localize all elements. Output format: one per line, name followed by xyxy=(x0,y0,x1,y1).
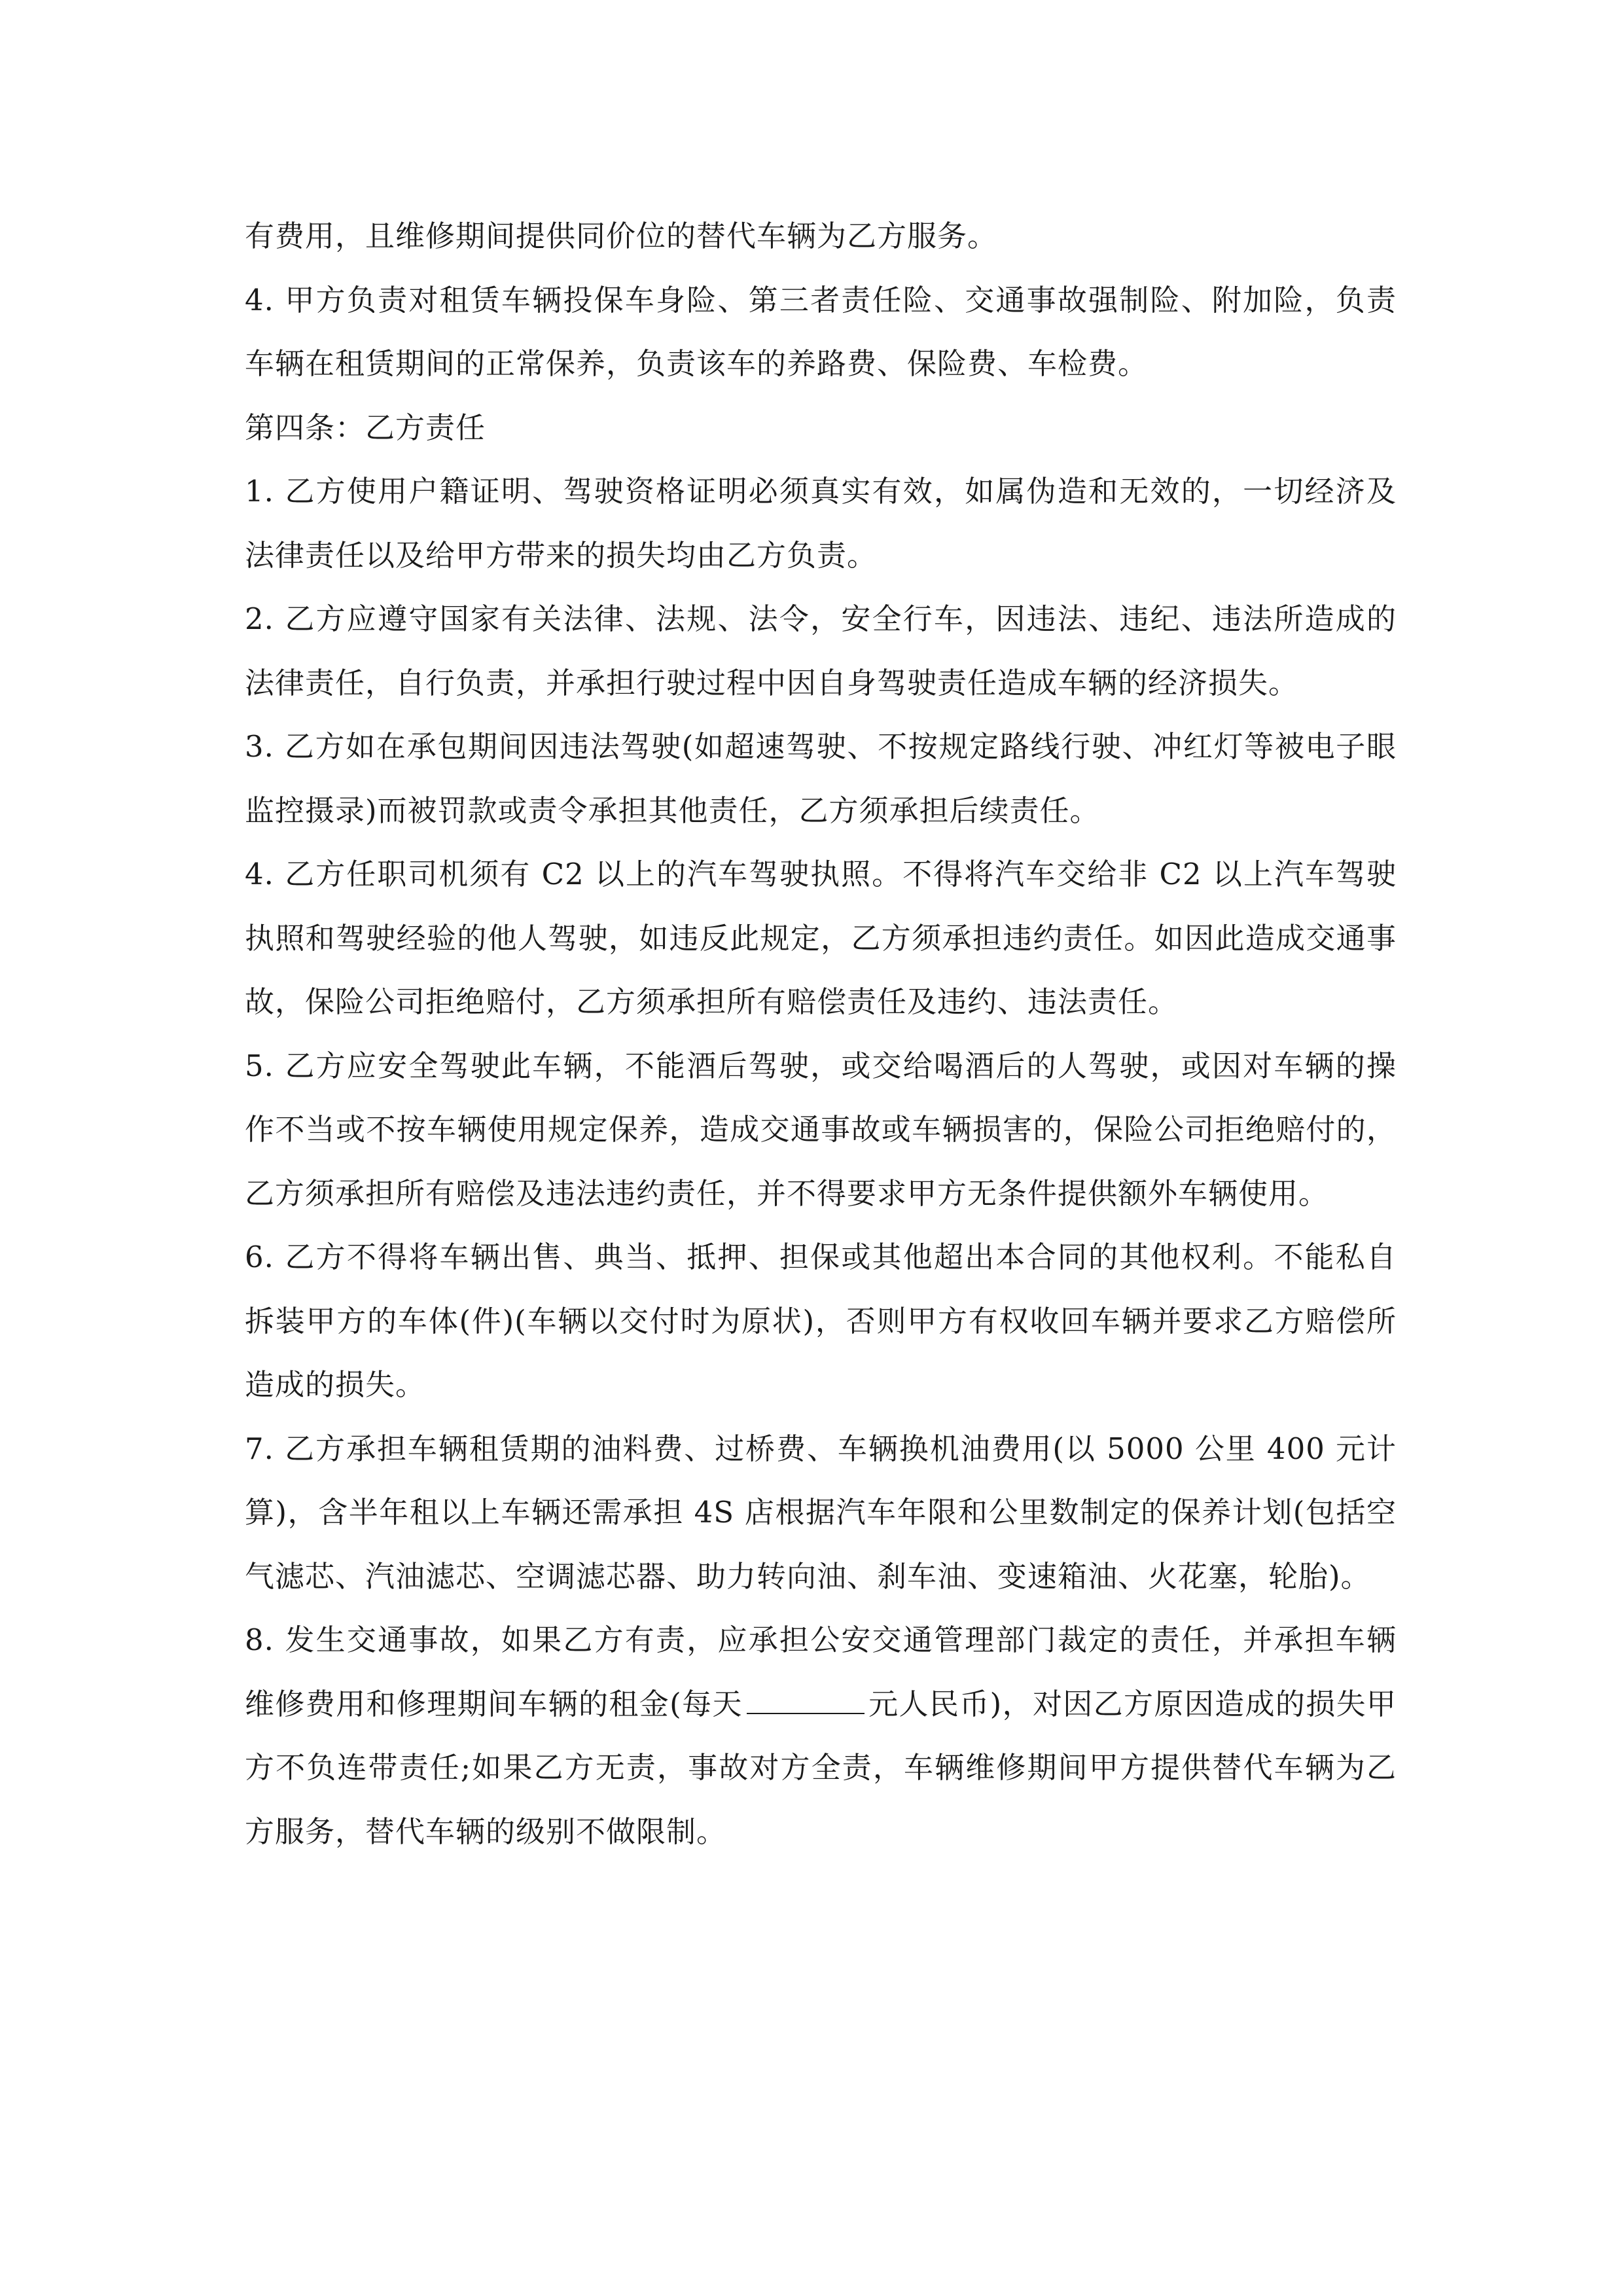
paragraph-lessee-item-5: 5. 乙方应安全驾驶此车辆，不能酒后驾驶，或交给喝酒后的人驾驶，或因对车辆的操作不当或不按车辆使用规定保养，造成交通事故或车辆损害的，保险公司拒绝赔付的，乙方须承担所有赔偿及违法违约责任，并不得要求甲方无条件提供额外车辆使用。 xyxy=(245,1048,1397,1211)
document-body xyxy=(245,204,1397,1863)
daily-rent-blank xyxy=(747,1687,865,1714)
paragraph-lessee-item-4: 4. 乙方任职司机须有 C2 以上的汽车驾驶执照。不得将汽车交给非 C2 以上汽车驾驶执照和驾驶经验的他人驾驶，如违反此规定，乙方须承担违约责任。如因此造成交通事故，保险公司拒绝赔付，乙方须承担所有赔偿责任及违约、违法责任。 xyxy=(245,857,1397,1019)
paragraph-lessee-item-6: 6. 乙方不得将车辆出售、典当、抵押、担保或其他超出本合同的其他权利。不能私自拆装甲方的车体(件)(车辆以交付时为原状)，否则甲方有权收回车辆并要求乙方赔偿所造成的损失。 xyxy=(245,1240,1397,1402)
article-four-heading: 第四条：乙方责任 xyxy=(245,410,486,445)
paragraph-lessee-item-2: 2. 乙方应遵守国家有关法律、法规、法令，安全行车，因违法、违纪、违法所造成的法律责任，自行负责，并承担行驶过程中因自身驾驶责任造成车辆的经济损失。 xyxy=(245,601,1397,700)
paragraph-lessee-item-8 xyxy=(245,1608,1397,1863)
paragraph-lessee-item-7: 7. 乙方承担车辆租赁期的油料费、过桥费、车辆换机油费用(以 5000 公里 400 元计算)，含半年租以上车辆还需承担 4S 店根据汽车年限和公里数制定的保养计划(包括空气滤芯、汽油滤芯、空调滤芯器、助力转向油、刹车油、变速箱油、火花塞，轮胎)。 xyxy=(245,1431,1397,1594)
paragraph-lessor-item-4: 4. 甲方负责对租赁车辆投保车身险、第三者责任险、交通事故强制险、附加险，负责车辆在租赁期间的正常保养，负责该车的养路费、保险费、车检费。 xyxy=(245,282,1397,381)
paragraph-lessee-item-1: 1. 乙方使用户籍证明、驾驶资格证明必须真实有效，如属伪造和无效的，一切经济及法律责任以及给甲方带来的损失均由乙方负责。 xyxy=(245,474,1397,573)
item-8-text-before-blank: 8. 发生交通事故，如果乙方有责，应承担公安交通管理部门裁定的责任，并承担车辆维修费用和修理期间车辆的租金(每天 xyxy=(245,1623,1397,1721)
paragraph-continued: 有费用，且维修期间提供同价位的替代车辆为乙方服务。 xyxy=(245,219,998,253)
item-8-text-after-blank: 元人民币)，对因乙方原因造成的损失甲方不负连带责任;如果乙方无责，事故对方全责，车辆维修期间甲方提供替代车辆为乙方服务，替代车辆的级别不做限制。 xyxy=(245,1686,1397,1849)
paragraph-lessee-item-3: 3. 乙方如在承包期间因违法驾驶(如超速驾驶、不按规定路线行驶、冲红灯等被电子眼监控摄录)而被罚款或责令承担其他责任，乙方须承担后续责任。 xyxy=(245,729,1397,828)
